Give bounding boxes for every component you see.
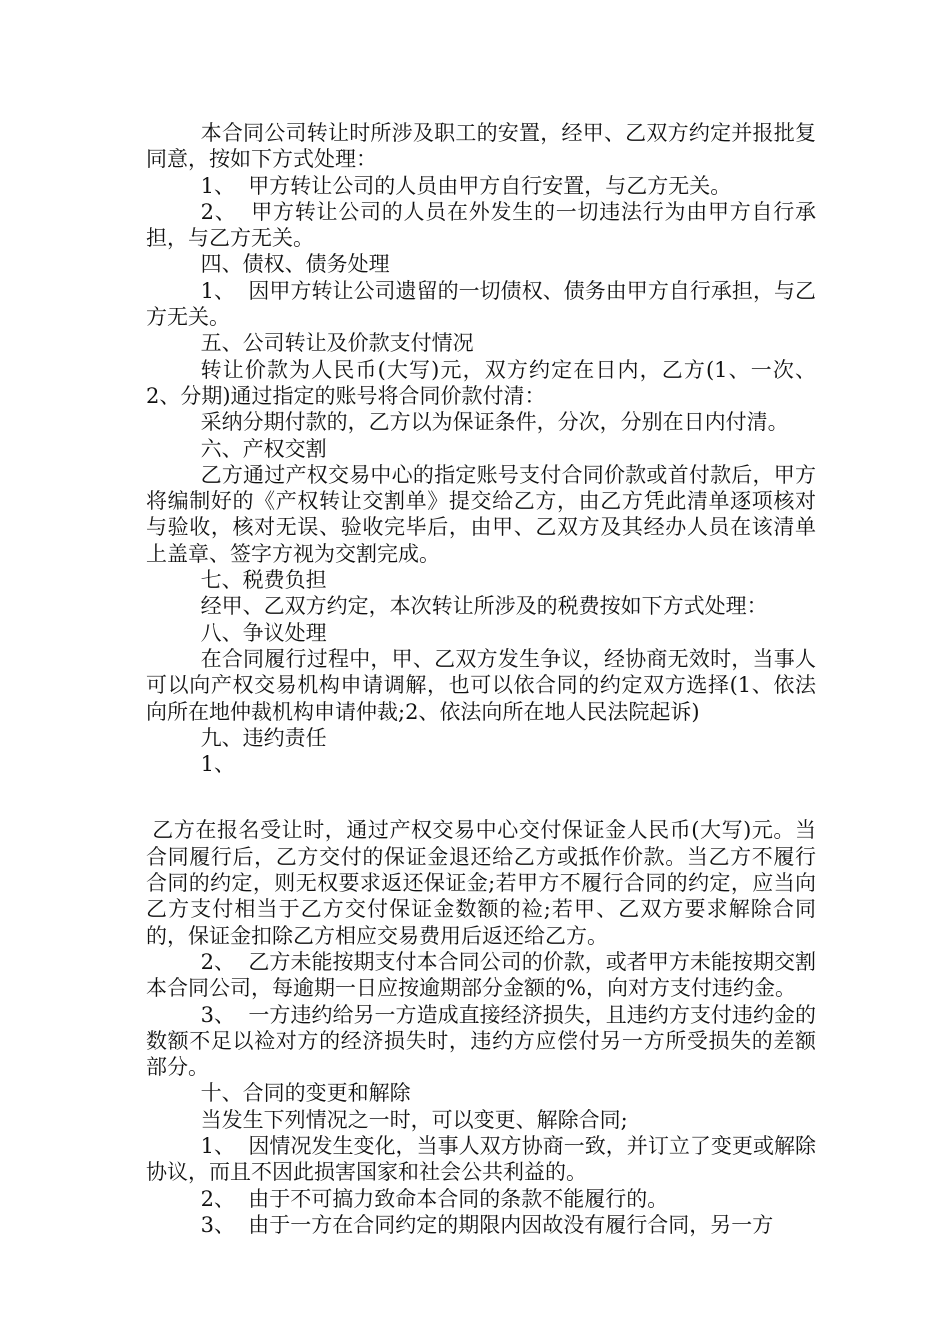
paragraph-debts-item-1: 1、 因甲方转让公司遗留的一切债权、债务由甲方自行承担，与乙方无关。 <box>146 278 816 330</box>
paragraph-liability-item-3: 3、 一方违约给另一方造成直接经济损失，且违约方支付违约金的数额不足以裣对方的经济损失时，违约方应偿付另一方所受损失的差额部分。 <box>146 1002 816 1080</box>
paragraph-modification-intro: 当发生下列情况之一时，可以变更、解除合同; <box>200 1107 628 1132</box>
document-body <box>146 120 816 1238</box>
paragraph-item-1: 1、 甲方转让公司的人员由甲方自行安置，与乙方无关。 <box>200 173 732 198</box>
paragraph-modification-item-3: 3、 由于一方在合同约定的期限内因故没有履行合同，另一方 <box>200 1212 774 1237</box>
section-heading-payment: 五、公司转让及价款支付情况 <box>200 331 474 356</box>
paragraph-modification-item-2: 2、 由于不可搞力致命本合同的条款不能履行的。 <box>200 1186 669 1211</box>
section-heading-transfer: 六、产权交割 <box>200 436 327 461</box>
paragraph-staff-placement: 本合同公司转让时所涉及职工的安置，经甲、乙双方约定并报批复同意，按如下方式处理： <box>146 121 816 172</box>
paragraph-liability-item-2: 2、 乙方未能按期支付本合同公司的价款，或者甲方未能按期交割本合同公司，每逾期一日应按逾期部分金额的%，向对方支付违约金。 <box>146 949 816 1001</box>
paragraph-payment-installment: 采纳分期付款的，乙方以为保证条件，分次，分别在日内付清。 <box>200 410 789 435</box>
section-heading-liability: 九、违约责任 <box>200 725 327 750</box>
paragraph-deposit: 乙方在报名受让时，通过产权交易中心交付保证金人民币(大写)元。当合同履行后，乙方交付的保证金退还给乙方或抵作价款。当乙方不履行合同的约定，则无权要求返还保证金;若甲方不履行合同的约定，应当向乙方支付相当于乙方交付保证金数额的裣;若甲、乙双方要求解除合同的，保证金扣除乙方相应交易费用后返还给乙方。 <box>146 818 816 948</box>
paragraph-transfer: 乙方通过产权交易中心的指定账号支付合同价款或首付款后，甲方将编制好的《产权转让交割单》提交给乙方，由乙方凭此清单逐项核对与验收，核对无误、验收完毕后，由甲、乙双方及其经办人员在该清单上盖章、签字方视为交割完成。 <box>146 462 816 566</box>
paragraph-liability-item-1-label: 1、 <box>200 752 235 777</box>
section-heading-modification: 十、合同的变更和解除 <box>200 1081 411 1106</box>
paragraph-payment-price: 转让价款为人民币(大写)元，双方约定在日内，乙方(1、一次、2、分期)通过指定的账号将合同价款付清： <box>146 357 816 408</box>
blank-gap <box>146 777 816 817</box>
section-heading-taxes: 七、税费负担 <box>200 568 327 593</box>
paragraph-modification-item-1: 1、 因情况发生变化，当事人双方协商一致，并订立了变更或解除协议，而且不因此损害国家和社会公共利益的。 <box>146 1133 816 1185</box>
section-heading-debts: 四、债权、债务处理 <box>200 252 390 277</box>
paragraph-item-2: 2、 甲方转让公司的人员在外发生的一切违法行为由甲方自行承担，与乙方无关。 <box>146 199 816 251</box>
section-heading-disputes: 八、争议处理 <box>200 620 327 645</box>
paragraph-taxes: 经甲、乙双方约定，本次转让所涉及的税费按如下方式处理： <box>200 594 768 619</box>
paragraph-disputes: 在合同履行过程中，甲、乙双方发生争议，经协商无效时，当事人可以向产权交易机构申请调解，也可以依合同的约定双方选择(1、依法向所在地仲裁机构申请仲裁;2、依法向所在地人民法院起诉) <box>146 646 816 724</box>
